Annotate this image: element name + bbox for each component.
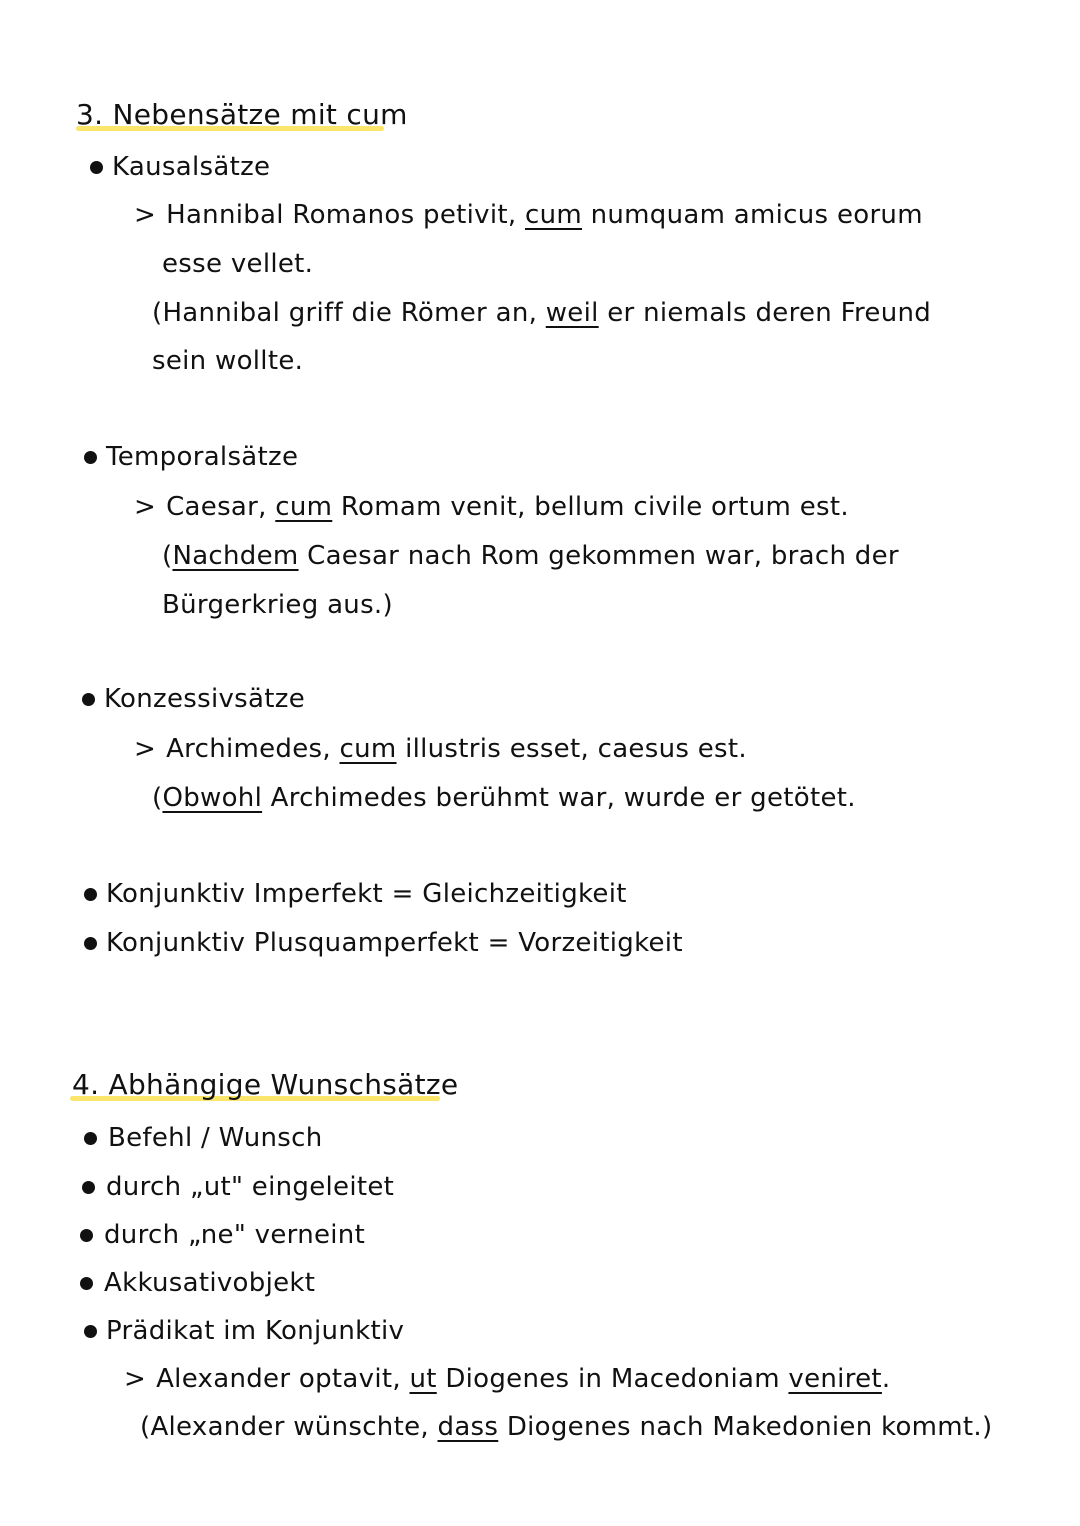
translation-kausal-cont: sein wollte. — [152, 346, 304, 376]
bullet-befehl — [84, 1132, 97, 1145]
bullet-ut-eingeleitet: durch „ut" eingeleitet — [106, 1172, 395, 1202]
underlined-veniret: veniret — [788, 1364, 882, 1394]
bullet-konzessiv — [82, 693, 95, 706]
underlined-nachdem: Nachdem — [172, 541, 299, 571]
bullet-praedikat — [84, 1325, 97, 1338]
underlined-cum: cum — [339, 734, 397, 764]
translation-wunschsatz: (Alexander wünschte, dass Diogenes nach Makedonien kommt.) — [140, 1412, 993, 1442]
arrow-icon: > — [134, 734, 157, 764]
underlined-cum: cum — [525, 200, 583, 230]
bullet-ut — [82, 1181, 95, 1194]
bullet-ne — [80, 1229, 93, 1242]
translation-konzessiv: (Obwohl Archimedes berühmt war, wurde er getötet. — [152, 783, 856, 813]
example-temporal: > Caesar, cum Romam venit, bellum civile ortum est. — [134, 492, 849, 522]
arrow-icon: > — [134, 492, 157, 522]
bullet-temporal — [84, 451, 97, 464]
bullet-akkusativobjekt: Akkusativobjekt — [104, 1268, 316, 1298]
example-konzessiv: > Archimedes, cum illustris esset, caesus est. — [134, 734, 747, 764]
section-heading-4: 4. Abhängige Wunschsätze — [72, 1068, 459, 1101]
underlined-ut: ut — [409, 1364, 437, 1394]
underlined-weil: weil — [545, 298, 599, 328]
label-kausalsaetze: Kausalsätze — [112, 152, 271, 182]
bullet-kausal — [90, 161, 103, 174]
translation-kausal: (Hannibal griff die Römer an, weil er niemals deren Freund — [152, 298, 932, 328]
arrow-icon: > — [134, 200, 157, 230]
note-gleichzeitigkeit: Konjunktiv Imperfekt = Gleichzeitigkeit — [106, 879, 627, 909]
underlined-obwohl: Obwohl — [162, 783, 263, 813]
translation-temporal-cont: Bürgerkrieg aus.) — [162, 590, 393, 620]
example-wunschsatz: > Alexander optavit, ut Diogenes in Macedoniam veniret. — [124, 1364, 891, 1394]
section-heading-3: 3. Nebensätze mit cum — [76, 98, 408, 131]
example-kausal: > Hannibal Romanos petivit, cum numquam amicus eorum — [134, 200, 923, 230]
bullet-akkusativ — [80, 1277, 93, 1290]
bullet-praedikat-konjunktiv: Prädikat im Konjunktiv — [106, 1316, 405, 1346]
translation-temporal: (Nachdem Caesar nach Rom gekommen war, brach der — [162, 541, 899, 571]
label-konzessivsaetze: Konzessivsätze — [104, 684, 306, 714]
note-vorzeitigkeit: Konjunktiv Plusquamperfekt = Vorzeitigkeit — [106, 928, 683, 958]
label-temporalsaetze: Temporalsätze — [106, 442, 299, 472]
bullet-note-2 — [84, 937, 97, 950]
underlined-cum: cum — [275, 492, 333, 522]
example-kausal-cont: esse vellet. — [162, 249, 314, 279]
underlined-dass: dass — [437, 1412, 499, 1442]
bullet-note-1 — [84, 888, 97, 901]
arrow-icon: > — [124, 1364, 147, 1394]
bullet-befehl-wunsch: Befehl / Wunsch — [108, 1123, 323, 1153]
bullet-ne-verneint: durch „ne" verneint — [104, 1220, 366, 1250]
